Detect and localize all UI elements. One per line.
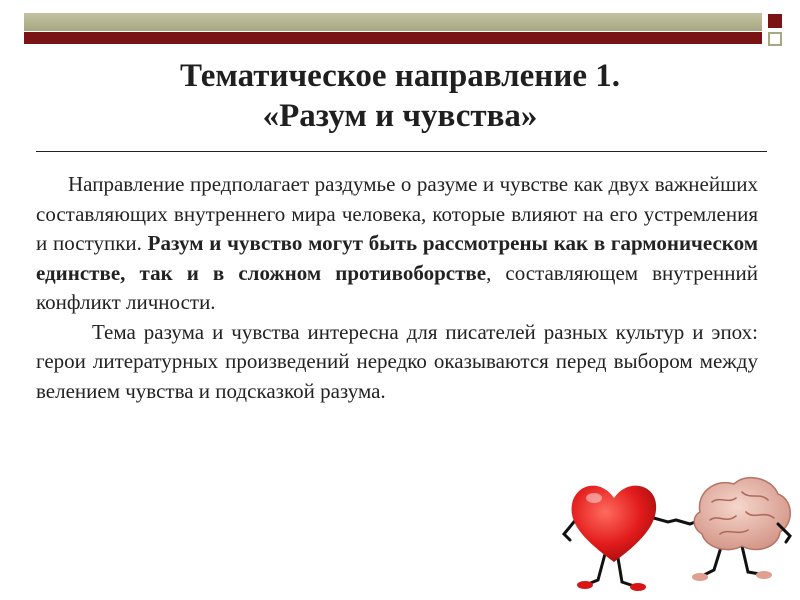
heart-and-brain-holding-hands-icon: [550, 462, 800, 600]
heart-leg-left: [588, 554, 605, 584]
paragraph-1-plain-start: Направление предполагает раздумье о разуме и чувстве как двух важнейших составляющих внутреннего мира человека, которые влияют на его устремления и поступки.: [36, 172, 758, 255]
paragraph-1: [36, 170, 758, 318]
paragraph-1-bold: Разум и чувство могут быть рассмотрены как в гармоническом единстве, так и в сложном противоборстве: [36, 231, 759, 285]
paragraph-1-plain-end: , составляющем внутренний конфликт личности.: [36, 260, 758, 314]
body-text: [36, 170, 758, 406]
slide-title: [0, 56, 800, 136]
header-bar-olive: [24, 13, 762, 31]
brain-body: [694, 478, 790, 550]
paragraph-2: Тема разума и чувства интересна для писателей разных культур и эпох: герои литературных произведений нередко оказываются перед выбором между велением чувства и подсказкой разума.: [36, 319, 758, 403]
corner-square-olive: [768, 32, 782, 46]
heart-leg-right: [618, 558, 634, 586]
title-line-2: «Разум и чувства»: [262, 98, 538, 134]
corner-square-red: [768, 14, 782, 28]
heart-body: [572, 486, 657, 562]
header-bar-red: [24, 32, 762, 44]
title-divider: [36, 151, 767, 152]
title-line-1: Тематическое направление 1.: [180, 58, 620, 94]
